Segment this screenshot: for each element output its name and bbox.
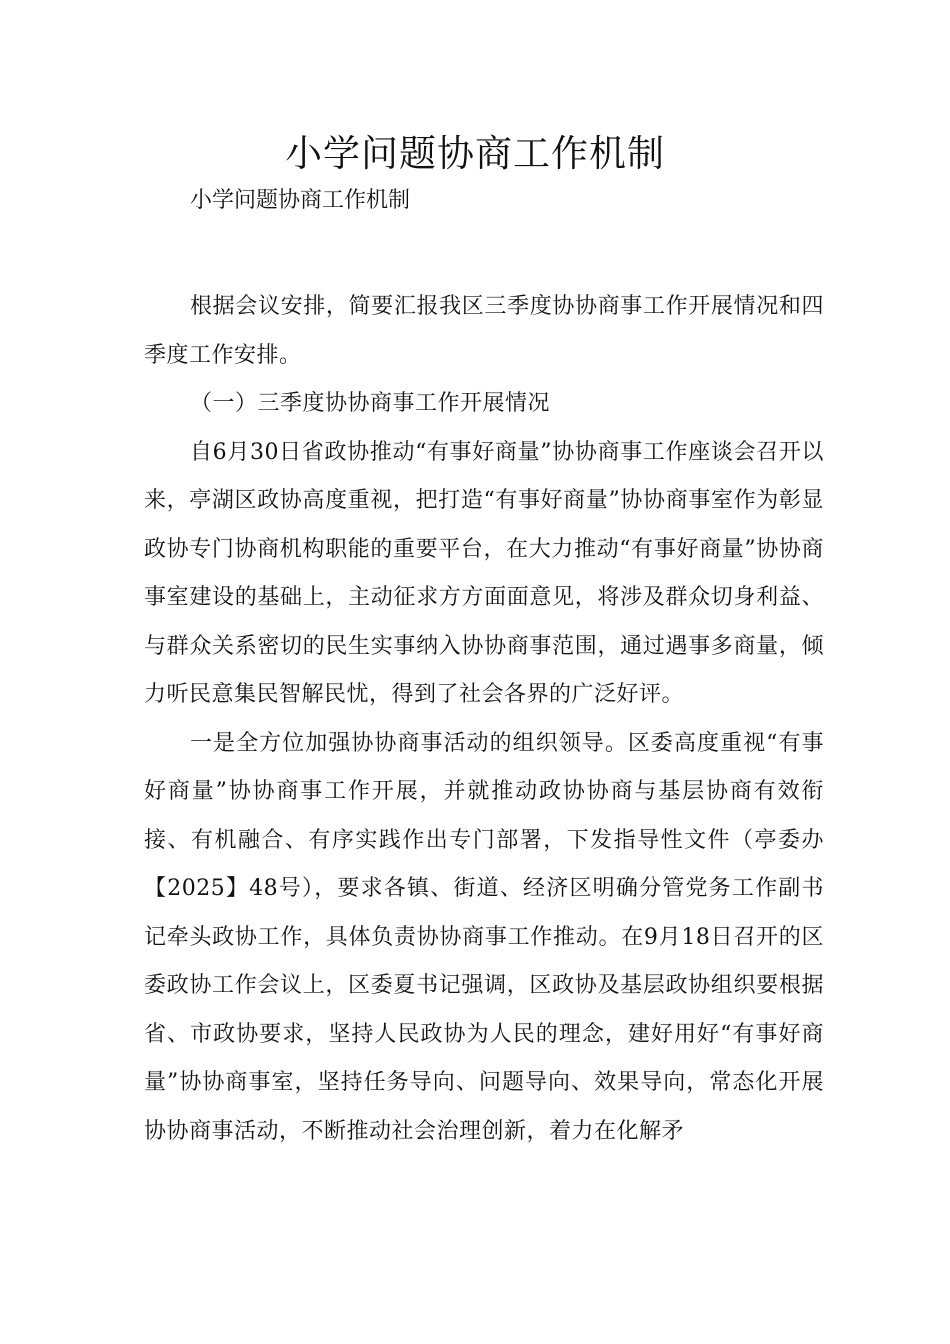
document-body <box>144 283 824 1156</box>
document-subtitle: 小学问题协商工作机制 <box>190 188 411 213</box>
body-paragraph: 一是全方位加强协协商事活动的组织领导。区委高度重视“有事好商量”协协商事工作开展，并就推动政协协商与基层协商有效衔接、有机融合、有序实践作出专门部署，下发指导性文件（亭委办【2025】48号），要求各镇、街道、经济区明确分管党务工作副书记牵头政协工作，具体负责协协商事工作推动。在9月18日召开的区委政协工作会议上，区委夏书记强调，区政协及基层政协组织要根据省、市政协要求，坚持人民政协为人民的理念，建好用好“有事好商量”协协商事室，坚持任务导向、问题导向、效果导向，常态化开展协协商事活动，不断推动社会治理创新，着力在化解矛 <box>144 730 825 1144</box>
body-paragraph: 自6月30日省政协推动“有事好商量”协协商事工作座谈会召开以来，亭湖区政协高度重视，把打造“有事好商量”协协商事室作为彰显政协专门协商机构职能的重要平台，在大力推动“有事好商量”协协商事室建设的基础上，主动征求方方面面意见，将涉及群众切身利益、与群众关系密切的民生实事纳入协协商事范围，通过遇事多商量，倾力听民意集民智解民忧，得到了社会各界的广泛好评。 <box>144 439 824 707</box>
intro-paragraph: 根据会议安排，简要汇报我区三季度协协商事工作开展情况和四季度工作安排。 <box>144 294 824 368</box>
section-heading: （一）三季度协协商事工作开展情况 <box>190 391 551 416</box>
document-title: 小学问题协商工作机制 <box>285 132 665 175</box>
